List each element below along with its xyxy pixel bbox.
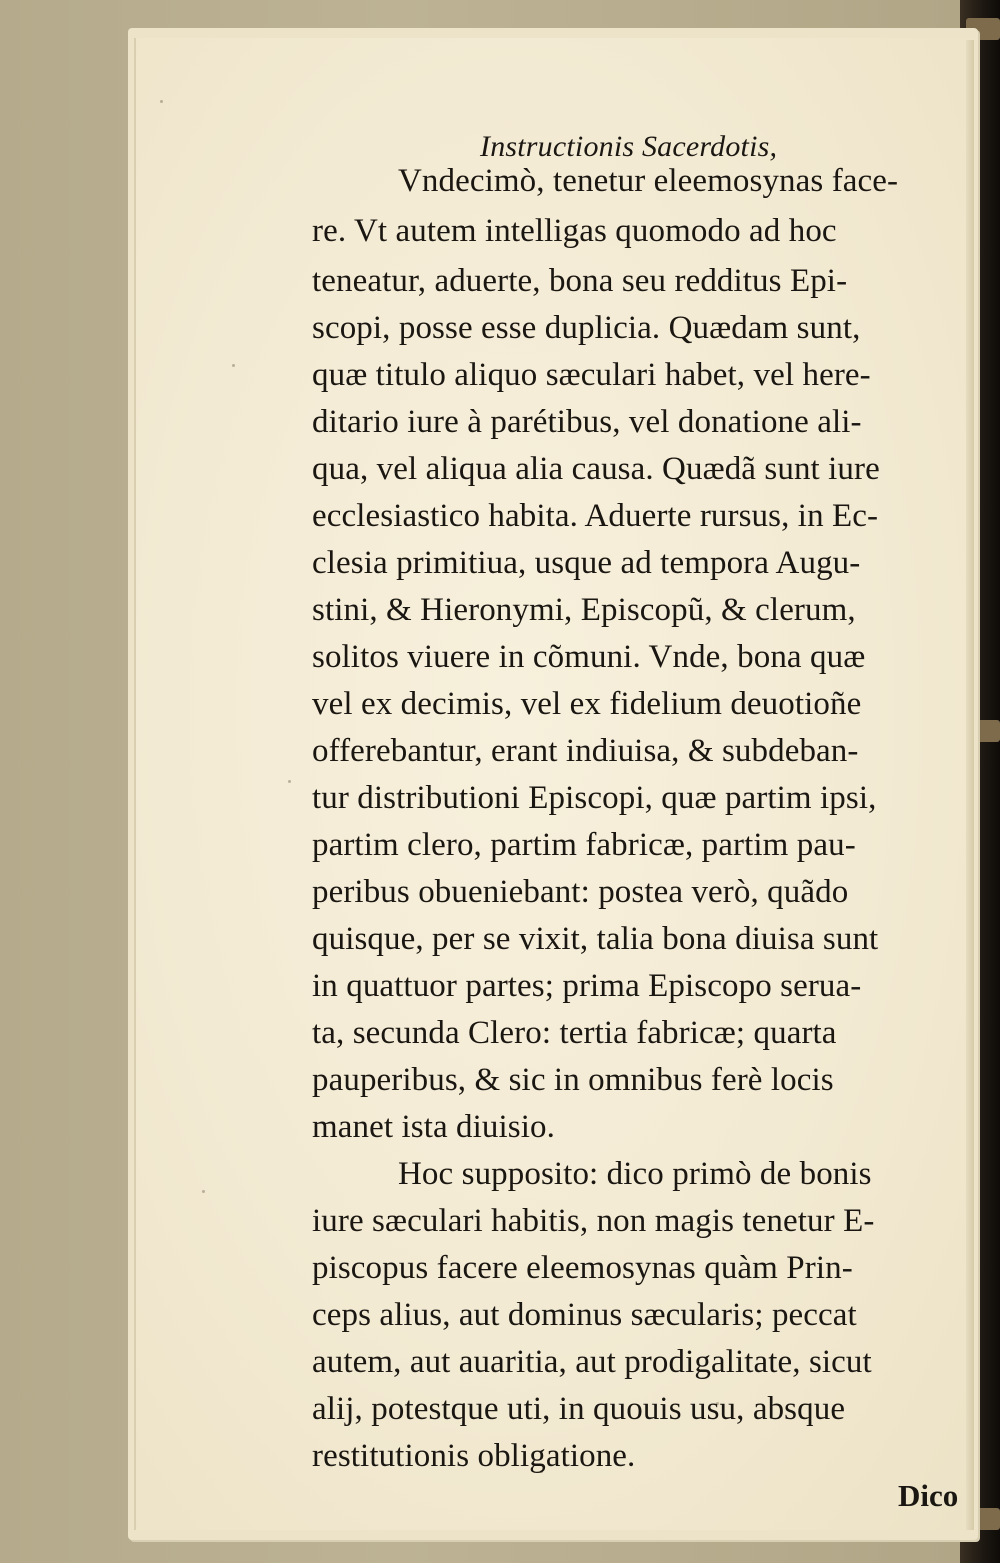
- text-line: autem, aut auaritia, aut prodigalitate, sicut: [312, 1344, 872, 1380]
- text-line: vel ex decimis, vel ex fidelium deuotioñe: [312, 686, 862, 722]
- text-line: piscopus facere eleemosynas quàm Prin-: [312, 1250, 853, 1286]
- running-header: Instructionis Sacerdotis,: [480, 130, 778, 163]
- text-line: ceps alius, aut dominus sæcularis; peccat: [312, 1297, 857, 1333]
- text-line: qua, vel aliqua alia causa. Quædã sunt iure: [312, 451, 880, 487]
- text-line: manet ista diuisio.: [312, 1109, 555, 1145]
- text-line: peribus obueniebant: postea verò, quãdo: [312, 874, 849, 910]
- text-line: alij, potestque uti, in quouis usu, absque: [312, 1391, 846, 1427]
- text-line: iure sæculari habitis, non magis tenetur E-: [312, 1203, 875, 1239]
- text-line: scopi, posse esse duplicia. Quædam sunt,: [312, 310, 861, 346]
- text-line: in quattuor partes; prima Episcopo serua-: [312, 968, 862, 1004]
- text-line: quisque, per se vixit, talia bona diuisa sunt: [312, 921, 879, 957]
- text-line: teneatur, aduerte, bona seu redditus Epi-: [312, 263, 848, 299]
- text-line: re. Vt autem intelligas quomodo ad hoc: [312, 213, 837, 249]
- text-line: offerebantur, erant indiuisa, & subdeban-: [312, 733, 859, 769]
- text-line: Vndecimò, tenetur eleemosynas face-: [398, 163, 899, 199]
- page-edge: [966, 40, 974, 1530]
- text-line: solitos viuere in cõmuni. Vnde, bona quæ: [312, 639, 866, 675]
- text-line: quæ titulo aliquo sæculari habet, vel here-: [312, 357, 871, 393]
- text-line: pauperibus, & sic in omnibus ferè locis: [312, 1062, 834, 1098]
- text-line: ta, secunda Clero: tertia fabricæ; quarta: [312, 1015, 837, 1051]
- text-line: stini, & Hieronymi, Episcopũ, & clerum,: [312, 592, 856, 628]
- text-line: clesia primitiua, usque ad tempora Augu-: [312, 545, 861, 581]
- text-line: ditario iure à parétibus, vel donatione ali-: [312, 404, 862, 440]
- text-line: ecclesiastico habita. Aduerte rursus, in Ec-: [312, 498, 879, 534]
- text-line: Hoc supposito: dico primò de bonis: [398, 1156, 872, 1192]
- catchword: Dico: [898, 1478, 959, 1513]
- text-line: partim clero, partim fabricæ, partim pau-: [312, 827, 856, 863]
- text-line: restitutionis obligatione.: [312, 1438, 636, 1474]
- text-line: tur distributioni Episcopi, quæ partim ipsi,: [312, 780, 877, 816]
